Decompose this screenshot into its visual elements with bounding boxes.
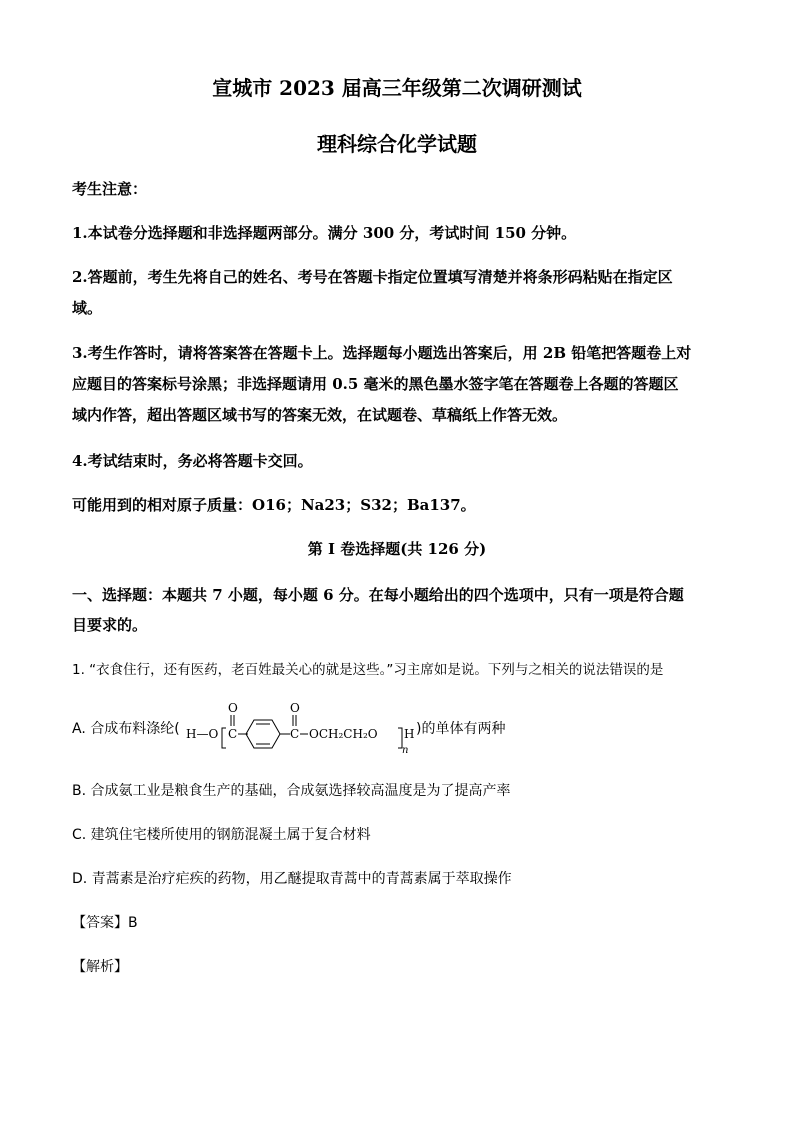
atomic-masses: 可能用到的相对原子质量：O16；Na23；S32；Ba137。 <box>72 496 476 514</box>
formula-left-group: H—O <box>186 727 219 741</box>
notice-item-3-line-2: 应题目的答案标号涂黑；非选择题请用 0.5 毫米的黑色墨水签字笔在答题卷上各题的答题区 <box>72 375 679 393</box>
formula-carbonyl-carbon-1: C <box>228 727 238 741</box>
notice-item-2-line-1: 2.答题前，考生先将自己的姓名、考号在答题卡指定位置填写清楚并将条形码粘贴在指定区 <box>72 268 673 286</box>
formula-repeat-subscript: n <box>402 745 409 754</box>
option-b: B. 合成氨工业是粮食生产的基础，合成氨选择较高温度是为了提高产率 <box>72 783 511 799</box>
page-title: 宣城市 2023 届高三年级第二次调研测试 <box>212 76 582 100</box>
option-a-suffix: )的单体有两种 <box>416 721 506 737</box>
notice-heading: 考生注意： <box>72 180 148 198</box>
analysis-label: 【解析】 <box>72 959 128 975</box>
formula-end-h: H <box>404 727 414 741</box>
formula-carbonyl-oxygen-2: O <box>290 701 300 715</box>
option-c: C. 建筑住宅楼所使用的钢筋混凝土属于复合材料 <box>72 827 371 843</box>
formula-carbonyl-carbon-2: C <box>290 727 300 741</box>
formula-right-group: OCH₂CH₂O <box>309 727 378 741</box>
notice-item-4: 4.考试结束时，务必将答题卡交回。 <box>72 452 313 470</box>
notice-item-1: 1.本试卷分选择题和非选择题两部分。满分 300 分，考试时间 150 分钟。 <box>72 224 577 242</box>
section-title: 第 I 卷选择题(共 126 分) <box>307 540 487 558</box>
notice-item-2-line-2: 域。 <box>72 299 103 317</box>
section-instructions-line-1: 一、选择题：本题共 7 小题，每小题 6 分。在每小题给出的四个选项中，只有一项是符合题 <box>72 586 684 604</box>
option-a-prefix: A. 合成布料涤纶( <box>72 721 180 737</box>
section-instructions-line-2: 目要求的。 <box>72 616 148 634</box>
formula-carbonyl-oxygen-1: O <box>228 701 238 715</box>
notice-item-3-line-3: 域内作答，超出答题区域书写的答案无效，在试题卷、草稿纸上作答无效。 <box>72 406 568 424</box>
option-d: D. 青蒿素是治疗疟疾的药物，用乙醚提取青蒿中的青蒿素属于萃取操作 <box>72 871 512 887</box>
answer-label: 【答案】B <box>72 915 138 931</box>
page-subtitle: 理科综合化学试题 <box>317 132 477 156</box>
notice-item-3-line-1: 3.考生作答时，请将答案答在答题卡上。选择题每小题选出答案后，用 2B 铅笔把答题卷上对 <box>72 344 692 362</box>
polyester-structure-formula <box>184 700 414 754</box>
question-1-stem: 1. “衣食住行，还有医药，老百姓最关心的就是这些。”习主席如是说。下列与之相关的说法错误的是 <box>72 662 664 678</box>
